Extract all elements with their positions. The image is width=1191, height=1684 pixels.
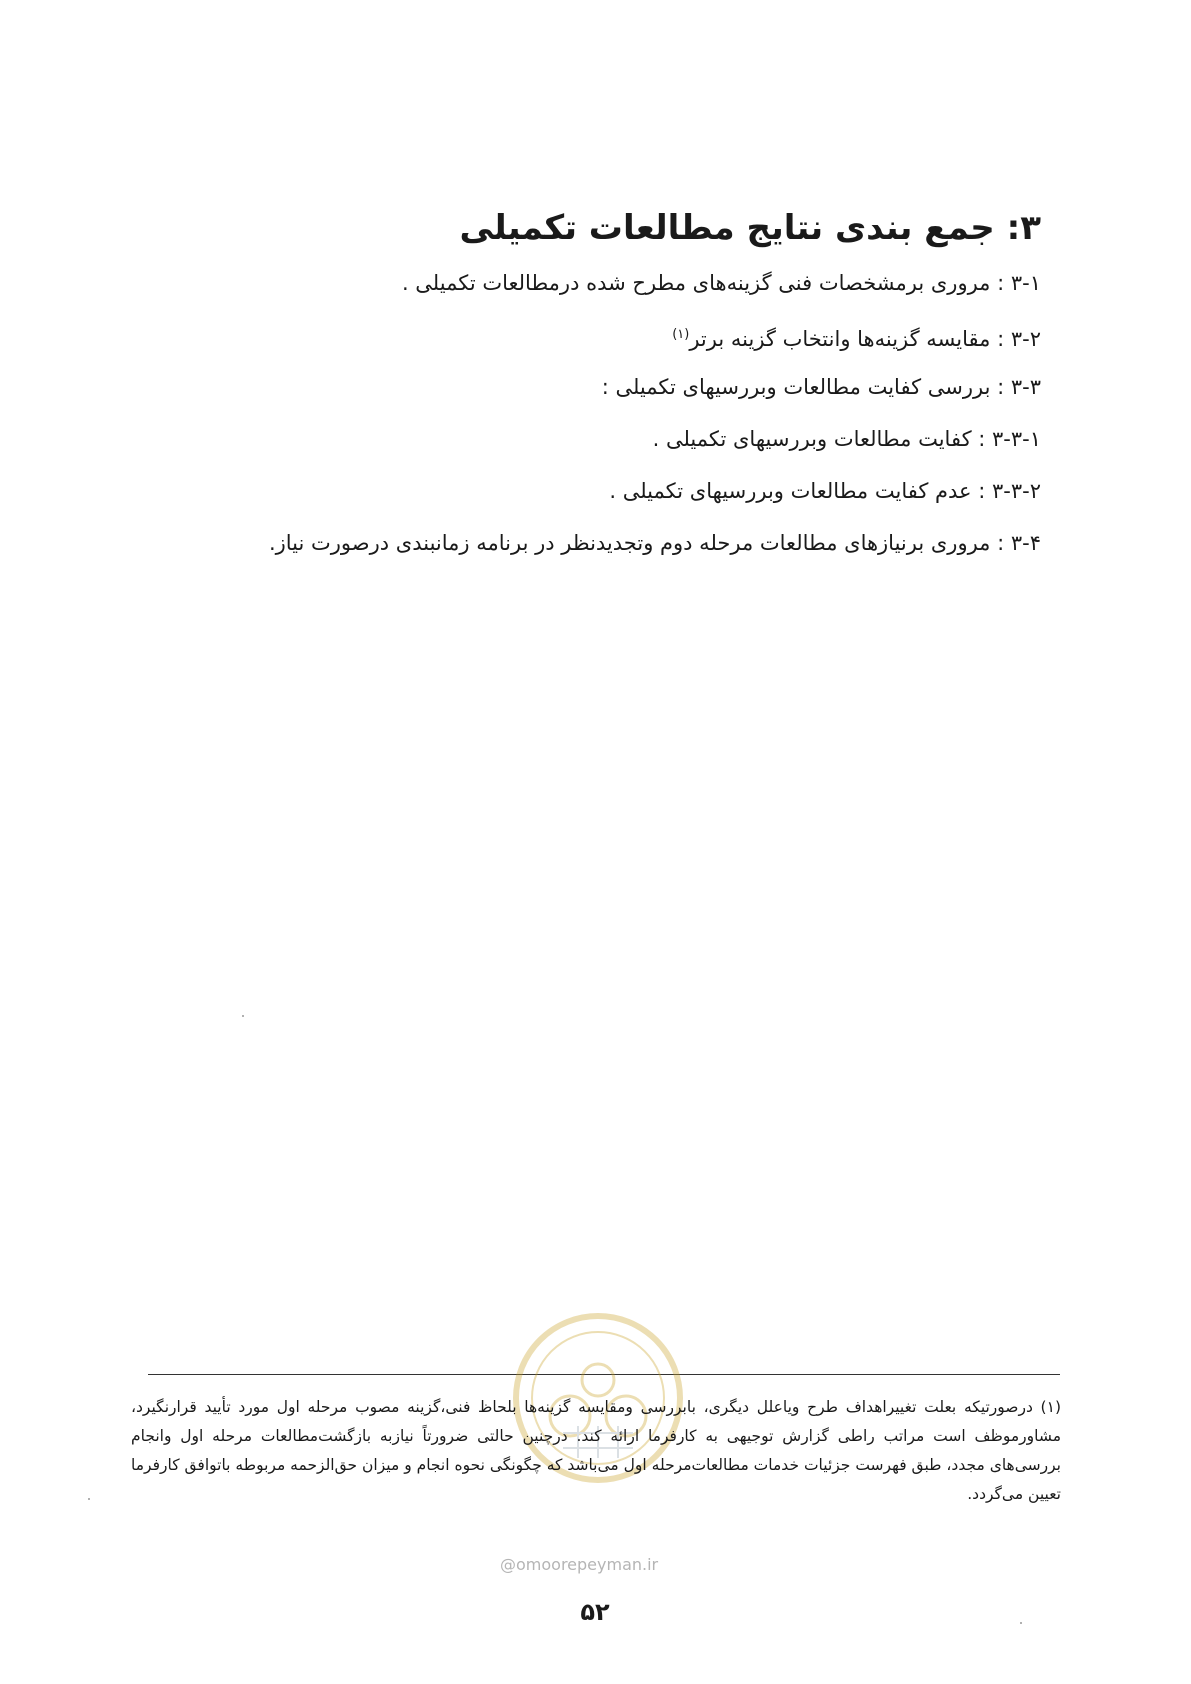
footnote-text: (۱) درصورتیکه بعلت تغییراهداف طرح ویاعلل دیگری، بابررسی ومقایسه گزینه‌ها بلحاظ فنی،گزینه مصوب مرحله اول مورد تأیید قرارنگیرد، مشاورموظف است مراتب راطی گزارش توجیهی به کارفرما ارائه کند. درچنین حالتی ضرورتاً نیازبه بازگشت‌مطالعات مرحله اول وانجام بررسی‌های مجدد، طبق فهرست جزئیات خدمات مطالعات‌مرحله اول می‌باشد که چگونگی نحوه انجام و میزان حق‌الزحمه مربوطه باتوافق کارفرما تعیین می‌گردد. [131, 1398, 1061, 1503]
scan-speck [242, 1015, 244, 1017]
scan-speck [88, 1498, 90, 1500]
list-item [269, 530, 1041, 582]
item-text: ۳-۳ : بررسی کفایت مطالعات وبررسیهای تکمیلی : [601, 375, 1041, 399]
page-number: ۵۲ [580, 1598, 610, 1626]
section-heading: ۳: جمع بندی نتایج مطالعات تکمیلی [459, 208, 1041, 248]
list-item [269, 426, 1041, 478]
list-item [269, 478, 1041, 530]
item-text: ۳-۴ : مروری برنیازهای مطالعات مرحله دوم وتجدیدنظر در برنامه زمانبندی درصورت نیاز. [268, 531, 1041, 555]
list-item [269, 374, 1041, 426]
item-text: ۳-۲ : مقایسه گزینه‌ها وانتخاب گزینه برتر [689, 327, 1041, 351]
section-items [269, 270, 1041, 582]
item-text: ۳-۱ : مروری برمشخصات فنی گزینه‌های مطرح شده درمطالعات تکمیلی . [401, 271, 1041, 295]
list-item [269, 322, 1041, 374]
footnote-marker: (۱) [672, 327, 690, 342]
watermark-text: @omoorepeyman.ir [500, 1555, 659, 1574]
item-text: ۳-۳-۲ : عدم کفایت مطالعات وبررسیهای تکمیلی . [609, 479, 1041, 503]
item-text: ۳-۳-۱ : کفایت مطالعات وبررسیهای تکمیلی . [652, 427, 1041, 451]
scan-speck [1020, 1622, 1022, 1624]
list-item [269, 270, 1041, 322]
